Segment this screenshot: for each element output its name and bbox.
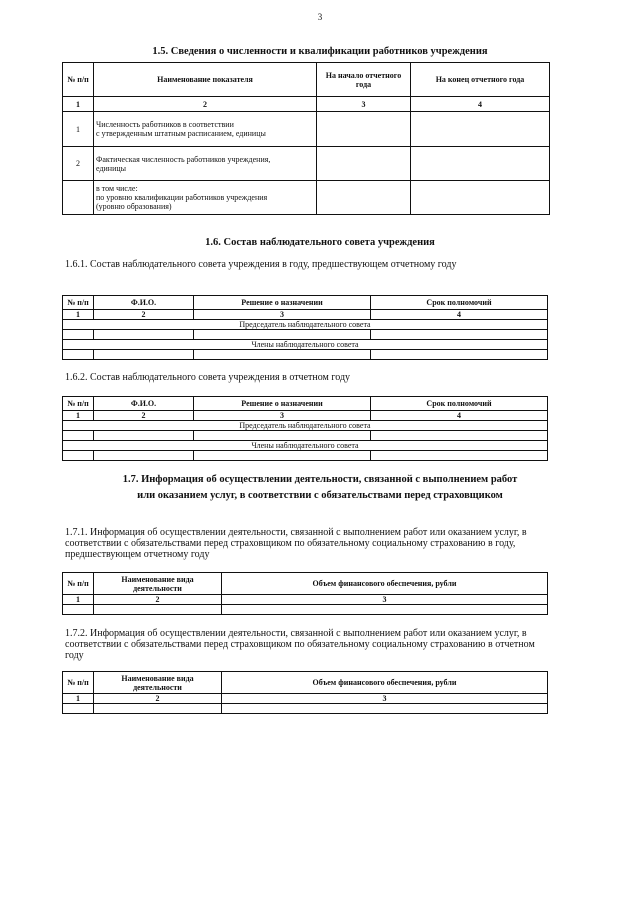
subsection-1-7-1: 1.7.1. Информация об осуществлении деятельности, связанной с выполнением работ или оказанием услуг, в соответствии с обязательствами перед страховщиком по обязательному социальному страхованию в году, предшествующем отчетному году <box>65 527 527 560</box>
row-label-line: Фактическая численность работников учреждения, <box>96 154 271 164</box>
col-number: 4 <box>411 97 550 112</box>
col-header-num: № п/п <box>63 296 94 310</box>
col-header-funding: Объем финансового обеспечения, рубли <box>222 672 548 694</box>
table-row <box>63 451 548 461</box>
col-header-funding: Объем финансового обеспечения, рубли <box>222 573 548 595</box>
col-number: 2 <box>94 97 317 112</box>
col-header-start: На начало отчетного года <box>317 63 411 97</box>
col-header-activity: Наименование вида деятельности <box>94 573 222 595</box>
value-cell <box>411 181 550 215</box>
table-row <box>63 704 548 714</box>
col-header-num: № п/п <box>63 672 94 694</box>
table-row <box>63 350 548 360</box>
value-cell <box>411 112 550 147</box>
col-number: 4 <box>371 411 548 421</box>
col-number: 3 <box>194 310 371 320</box>
col-number: 3 <box>317 97 411 112</box>
col-header-num: № п/п <box>63 63 94 97</box>
chairman-row: Председатель наблюдательного совета <box>63 421 548 431</box>
col-number: 1 <box>63 97 94 112</box>
row-label-line: Численность работников в соответствии <box>96 120 234 129</box>
row-label-line: по уровню квалификации работников учреждения <box>96 193 268 202</box>
members-row: Члены наблюдательного совета <box>63 441 548 451</box>
col-number: 2 <box>94 595 222 605</box>
col-number: 4 <box>371 310 548 320</box>
value-cell <box>317 181 411 215</box>
value-cell <box>317 147 411 181</box>
value-cell <box>317 112 411 147</box>
col-header-activity: Наименование вида деятельности <box>94 672 222 694</box>
table-row <box>63 431 548 441</box>
members-row: Члены наблюдательного совета <box>63 340 548 350</box>
col-number: 2 <box>94 411 194 421</box>
col-number: 1 <box>63 310 94 320</box>
insurer-table-previous <box>62 572 548 615</box>
col-header-decision: Решение о назначении <box>194 296 371 310</box>
col-number: 1 <box>63 595 94 605</box>
row-label <box>94 112 317 147</box>
col-header-num: № п/п <box>63 397 94 411</box>
col-header-term: Срок полномочий <box>371 397 548 411</box>
col-header-fio: Ф.И.О. <box>94 397 194 411</box>
row-label-line: в том числе: <box>96 184 138 193</box>
subsection-1-6-1: 1.6.1. Состав наблюдательного совета учреждения в году, предшествующем отчетному году <box>65 259 457 270</box>
row-label <box>94 147 317 181</box>
col-number: 2 <box>94 694 222 704</box>
col-number: 3 <box>222 595 548 605</box>
page-number: 3 <box>317 12 323 22</box>
table-row <box>63 605 548 615</box>
council-table-previous <box>62 295 548 360</box>
col-header-num: № п/п <box>63 573 94 595</box>
council-table-current <box>62 396 548 461</box>
row-num <box>63 181 94 215</box>
table-row <box>63 147 550 181</box>
row-label-line: единицы <box>96 163 127 173</box>
col-header-term: Срок полномочий <box>371 296 548 310</box>
row-num: 1 <box>63 112 94 147</box>
col-header-decision: Решение о назначении <box>194 397 371 411</box>
row-label-line: (уровню образования) <box>96 202 172 211</box>
section-1-7-title-line1: 1.7. Информация об осуществлении деятельности, связанной с выполнением работ <box>122 474 518 485</box>
col-header-indicator: Наименование показателя <box>94 63 317 97</box>
col-header-fio: Ф.И.О. <box>94 296 194 310</box>
subsection-1-7-2: 1.7.2. Информация об осуществлении деятельности, связанной с выполнением работ или оказанием услуг, в соответствии с обязательствами перед страховщиком по обязательному социальному страхованию в отчетном году <box>65 628 535 661</box>
value-cell <box>411 147 550 181</box>
col-number: 3 <box>194 411 371 421</box>
row-num: 2 <box>63 147 94 181</box>
section-1-7-title-line2: или оказанием услуг, в соответствии с обязательствами перед страховщиком <box>137 490 503 501</box>
chairman-row: Председатель наблюдательного совета <box>63 320 548 330</box>
insurer-table-current <box>62 671 548 714</box>
section-1-5-title: 1.5. Сведения о численности и квалификации работников учреждения <box>152 46 488 57</box>
col-number: 3 <box>222 694 548 704</box>
col-header-end: На конец отчетного года <box>411 63 550 97</box>
section-1-6-title: 1.6. Состав наблюдательного совета учреждения <box>205 237 435 248</box>
staff-table <box>62 62 550 215</box>
col-number: 1 <box>63 694 94 704</box>
col-number: 2 <box>94 310 194 320</box>
subsection-1-6-2: 1.6.2. Состав наблюдательного совета учреждения в отчетном году <box>65 372 351 383</box>
table-row <box>63 330 548 340</box>
row-label <box>94 181 317 215</box>
row-label-line: с утвержденным штатным расписанием, единицы <box>96 129 266 138</box>
table-row <box>63 181 550 215</box>
col-number: 1 <box>63 411 94 421</box>
table-row <box>63 112 550 147</box>
